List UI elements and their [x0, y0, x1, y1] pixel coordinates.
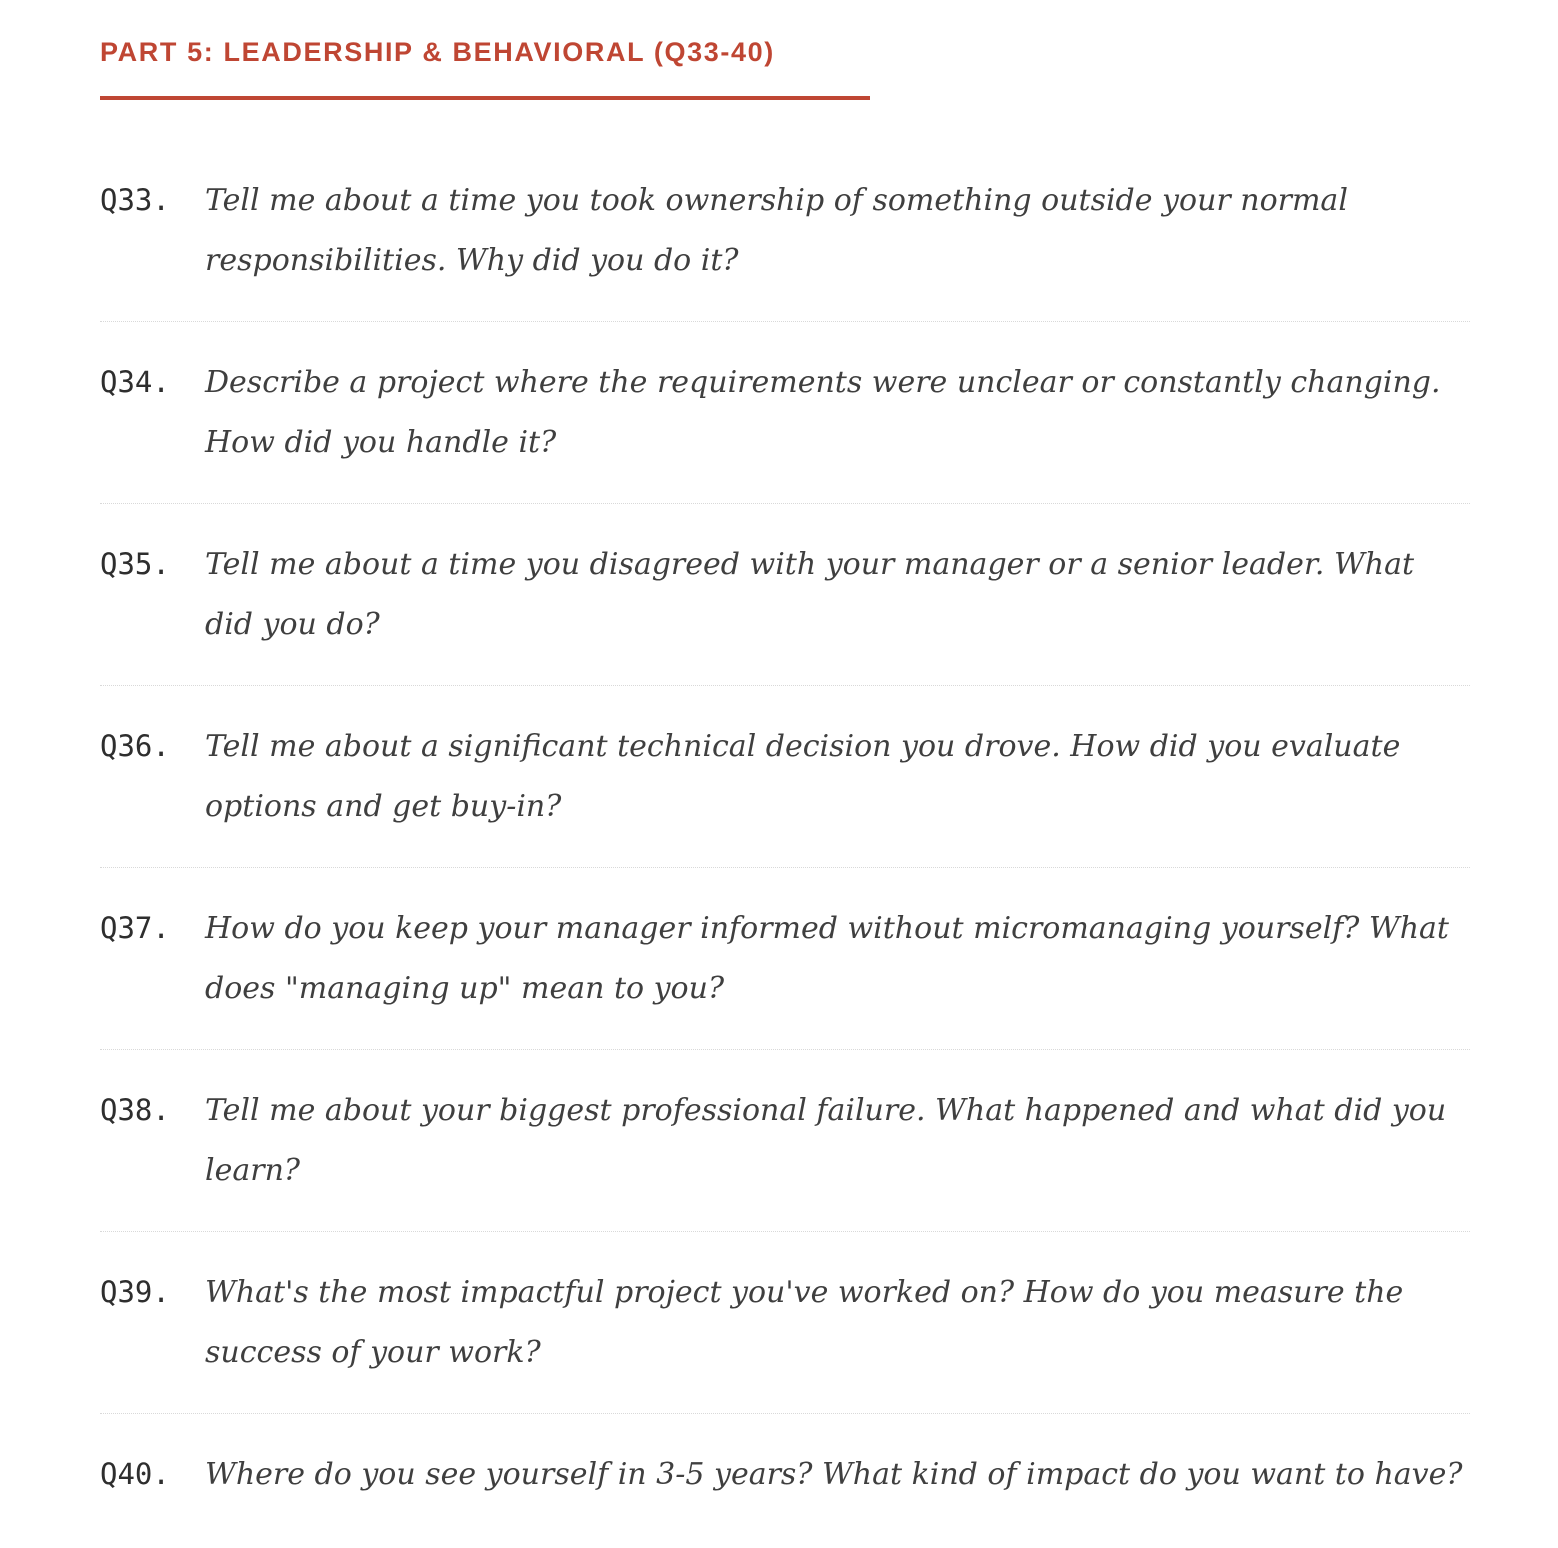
question-text: Tell me about your biggest professional failure. What happened and what did you learn?: [205, 1093, 1447, 1189]
question-item: [100, 140, 1470, 322]
question-number: Q40.: [100, 1457, 170, 1492]
question-number: Q39.: [100, 1275, 170, 1310]
question-text: Describe a project where the requirements were unclear or constantly changing. How did you handle it?: [205, 365, 1441, 461]
question-number: Q34.: [100, 365, 170, 400]
question-list: [100, 140, 1470, 1535]
question-number: Q35.: [100, 547, 170, 582]
question-item: [100, 686, 1470, 868]
question-number: Q38.: [100, 1093, 170, 1128]
question-item: [100, 1232, 1470, 1414]
section-title-underline: [100, 96, 870, 100]
question-number: Q37.: [100, 911, 170, 946]
question-text: How do you keep your manager informed without micromanaging yourself? What does "managing up" mean to you?: [205, 911, 1449, 1007]
question-item: [100, 504, 1470, 686]
question-text: Tell me about a time you disagreed with your manager or a senior leader. What did you do?: [205, 547, 1415, 643]
question-item: [100, 1050, 1470, 1232]
question-item: [100, 868, 1470, 1050]
question-text: What's the most impactful project you've worked on? How do you measure the success of your work?: [205, 1275, 1404, 1371]
question-text: Tell me about a significant technical decision you drove. How did you evaluate options and get buy-in?: [205, 729, 1401, 825]
question-item: [100, 1414, 1470, 1535]
question-number: Q36.: [100, 729, 170, 764]
question-text: Tell me about a time you took ownership of something outside your normal responsibilities. Why did you do it?: [205, 183, 1348, 279]
question-item: [100, 322, 1470, 504]
section-title: PART 5: LEADERSHIP & BEHAVIORAL (Q33-40): [100, 37, 775, 67]
question-number: Q33.: [100, 183, 170, 218]
question-text: Where do you see yourself in 3-5 years? What kind of impact do you want to have?: [205, 1457, 1463, 1493]
